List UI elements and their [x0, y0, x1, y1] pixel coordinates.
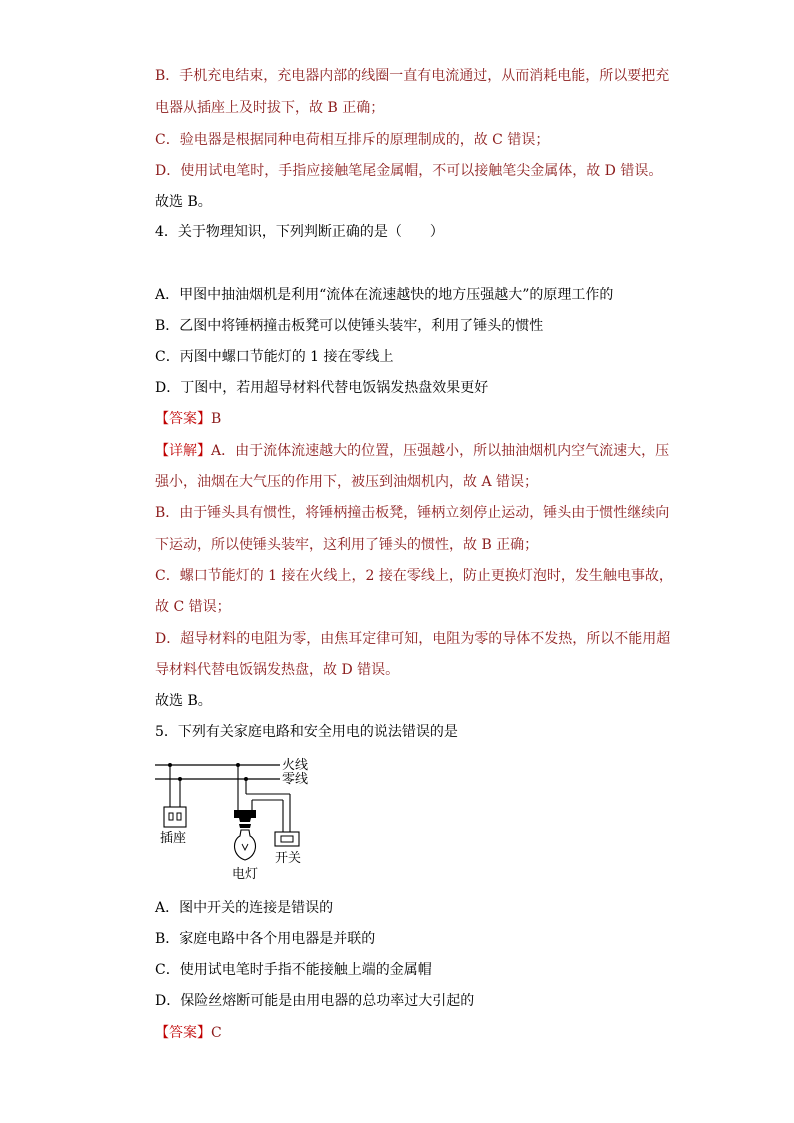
q4-detail-c1: C．螺口节能灯的 1 接在火线上，2 接在零线上，防止更换灯泡时，发生触电事故，: [155, 568, 673, 584]
bulb-icon: [235, 830, 256, 860]
q4-detail-c2: 故 C 错误；: [155, 599, 231, 615]
q4-choose: 故选 B。: [155, 693, 212, 709]
explain3-d-line: D．使用试电笔时，手指应接触笔尾金属帽，不可以接触笔尖金属体，故 D 错误。: [155, 163, 663, 179]
q5-option-d: D．保险丝熔断可能是由用电器的总功率过大引起的: [155, 993, 475, 1009]
explain3-c-line: C．验电器是根据同种电荷相互排斥的原理制成的，故 C 错误；: [155, 132, 550, 148]
q5-option-b: B．家庭电路中各个用电器是并联的: [155, 931, 376, 947]
switch-label: 开关: [275, 851, 302, 866]
answer-tag: 【答案】: [155, 411, 211, 427]
q5-option-c: C．使用试电笔时手指不能接触上端的金属帽: [155, 962, 432, 978]
neutral-wire-label: 零线: [282, 772, 309, 787]
answer-value: B: [211, 411, 222, 427]
q4-detail-b1: B．由于锤头具有惯性，将锤柄撞击板凳，锤柄立刻停止运动，锤头由于惯性继续向: [155, 505, 670, 521]
detail-tag: 【详解】: [155, 443, 211, 459]
q4-option-a: A．甲图中抽油烟机是利用“流体在流速越快的地方压强越大”的原理工作的: [155, 287, 614, 303]
q5-stem: 5．下列有关家庭电路和安全用电的说法错误的是: [155, 724, 458, 740]
q4-detail-a1: [155, 441, 669, 461]
circuit-diagram: [150, 752, 320, 887]
live-wire-label: 火线: [282, 758, 309, 773]
explain3-choose: 故选 B。: [155, 194, 212, 210]
explain3-b-line1: B．手机充电结束，充电器内部的线圈一直有电流通过，从而消耗电能，所以要把充: [155, 68, 670, 84]
q5-option-a: A．图中开关的连接是错误的: [155, 900, 334, 916]
q5-answer: [155, 1023, 222, 1043]
answer-value: C: [211, 1025, 222, 1041]
explain3-b-line2: 电器从插座上及时拔下，故 B 正确；: [155, 100, 385, 116]
q4-option-c: C．丙图中螺口节能灯的 1 接在零线上: [155, 349, 394, 365]
q4-option-b: B．乙图中将锤柄撞击板凳可以使锤头装牢，利用了锤头的惯性: [155, 318, 544, 334]
lamp-holder-icon: [234, 810, 256, 818]
q4-answer: [155, 409, 221, 429]
answer-tag: 【答案】: [155, 1025, 211, 1041]
lamp-label: 电灯: [232, 867, 259, 882]
q4-detail-b2: 下运动，所以使锤头装牢，这利用了锤头的惯性，故 B 正确；: [155, 537, 539, 553]
q4-stem: 4．关于物理知识，下列判断正确的是（ ）: [155, 224, 444, 240]
q4-detail-d2: 导材料代替电饭锅发热盘，故 D 错误。: [155, 662, 400, 678]
q4-detail-a2: 强小，油烟在大气压的作用下，被压到油烟机内，故 A 错误；: [155, 474, 539, 490]
detail-text: A．由于流体流速越大的位置，压强越小，所以抽油烟机内空气流速大，压: [211, 443, 670, 459]
q4-option-d: D．丁图中，若用超导材料代替电饭锅发热盘效果更好: [155, 380, 489, 396]
socket-label: 插座: [160, 831, 187, 846]
q4-detail-d1: D．超导材料的电阻为零，由焦耳定律可知，电阻为零的导体不发热，所以不能用超: [155, 631, 671, 647]
socket-icon: [164, 807, 186, 827]
